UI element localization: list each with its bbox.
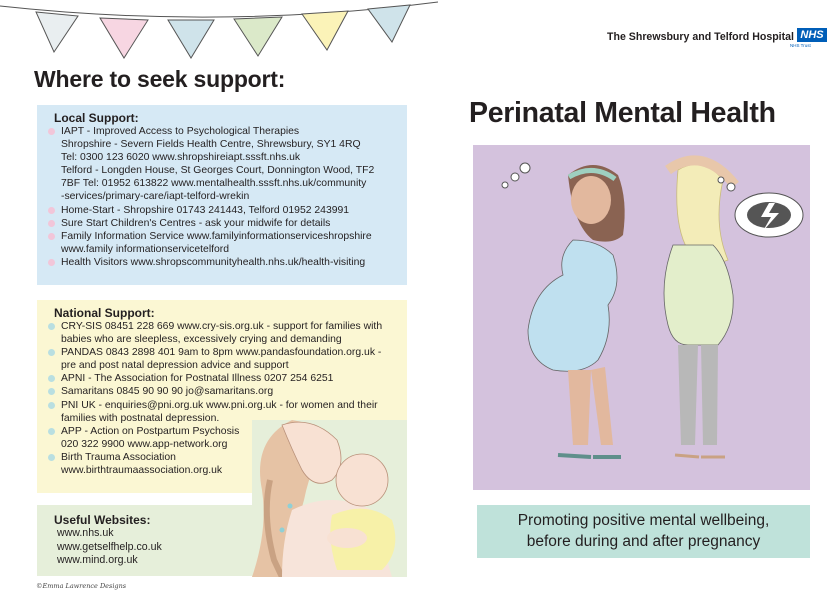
bullet-dot-icon [48,128,55,135]
support-item-text: Family Information Service www.familyinformationserviceshropshire [61,230,372,242]
support-item [45,217,397,230]
nhs-logo: NHS [797,28,827,42]
bullet-dot-icon [48,220,55,227]
bullet-dot-icon [48,323,55,330]
support-item-text: Samaritans 0845 90 90 90 jo@samaritans.org [61,386,274,398]
support-item-text: Home-Start - Shropshire 01743 241443, Telford 01952 243991 [61,204,350,216]
bullet-dot-icon [48,207,55,214]
support-item [45,125,397,138]
support-item-continuation [45,243,397,256]
support-item-continuation [45,151,397,164]
support-item-text: Birth Trauma Association [61,451,176,463]
copyright-text: ©Emma Lawrence Designs [36,582,127,590]
support-item-continuation [45,138,397,151]
support-item-text: PNI UK - enquiries@pni.org.uk www.pni.org.uk - for women and their [61,399,378,411]
bullet-dot-icon [48,428,55,435]
useful-websites-heading: Useful Websites: [54,513,151,527]
support-item-text: families with postnatal depression. [61,412,220,424]
support-item [45,385,397,398]
support-item [45,230,397,243]
support-item-text: Tel: 0300 123 6020 www.shropshireiapt.sssft.nhs.uk [61,152,301,164]
support-item-text: CRY-SIS 08451 228 669 www.cry-sis.org.uk - support for families with [61,321,383,332]
nhs-trust-label: NHS Trust [790,43,811,48]
support-item-continuation [45,359,397,372]
bullet-dot-icon [48,402,55,409]
website-link[interactable]: www.getselfhelp.co.uk [57,540,162,553]
support-item [45,346,397,359]
leaflet-title: Perinatal Mental Health [469,97,776,129]
bullet-dot-icon [48,375,55,382]
support-item [45,320,397,333]
bullet-dot-icon [48,259,55,266]
promo-line: Promoting positive mental wellbeing, [517,512,770,529]
support-item-text: PANDAS 0843 2898 401 9am to 8pm www.pandasfoundation.org.uk - [61,347,382,359]
pregnant-women-illustration [473,145,810,490]
support-item-continuation [45,190,397,203]
support-item-text: Health Visitors www.shropscommunityhealth.nhs.uk/health-visiting [61,256,366,268]
support-item-text: pre and post natal depression advice and support [61,360,289,372]
local-support-heading: Local Support: [54,111,139,125]
bullet-dot-icon [48,388,55,395]
support-item [45,256,397,269]
local-support-list [45,125,397,269]
support-item-text: -services/primary-care/iapt-telford-wrekin [61,191,250,203]
support-item-text: Shropshire - Severn Fields Health Centre, Shrewsbury, SY1 4RQ [61,139,361,151]
support-item-text: 020 322 9900 www.app-network.org [61,438,228,450]
website-link[interactable]: www.mind.org.uk [57,554,138,567]
support-item-text: www.family informationservicetelford [61,243,230,255]
support-item-text: babies who are sleepless, excessively crying and demanding [61,334,342,346]
support-item-text: APP - Action on Postpartum Psychosis [61,425,240,437]
page-title: Where to seek support: [34,66,286,92]
bullet-dot-icon [48,349,55,356]
support-item [45,372,397,385]
national-support-heading: National Support: [54,306,155,320]
support-item-continuation [45,164,397,177]
support-item-text: Sure Start Children's Centres - ask your midwife for details [61,217,331,229]
bullet-dot-icon [48,233,55,240]
promo-line: before during and after pregnancy [526,533,761,550]
support-item [45,399,397,412]
bullet-dot-icon [48,454,55,461]
mother-baby-illustration [252,420,407,577]
support-item-text: Telford - Longden House, St Georges Court, Donnington Wood, TF2 [61,165,375,177]
website-link[interactable]: www.nhs.uk [57,527,114,539]
support-item [45,204,397,217]
support-item-text: www.birthtraumaassociation.org.uk [61,465,223,477]
support-item-text: APNI - The Association for Postnatal Illness 0207 254 6251 [61,373,334,385]
support-item-text: 7BF Tel: 01952 613822 www.mentalhealth.sssft.nhs.uk/community [61,178,367,190]
promo-banner [477,505,810,558]
support-item-continuation [45,333,397,346]
local-support-box [37,105,407,285]
bunting-decoration [0,0,440,65]
support-item-text: IAPT - Improved Access to Psychological Therapies [61,126,300,137]
organisation-name: The Shrewsbury and Telford Hospital [607,31,794,43]
support-item-continuation [45,177,397,190]
